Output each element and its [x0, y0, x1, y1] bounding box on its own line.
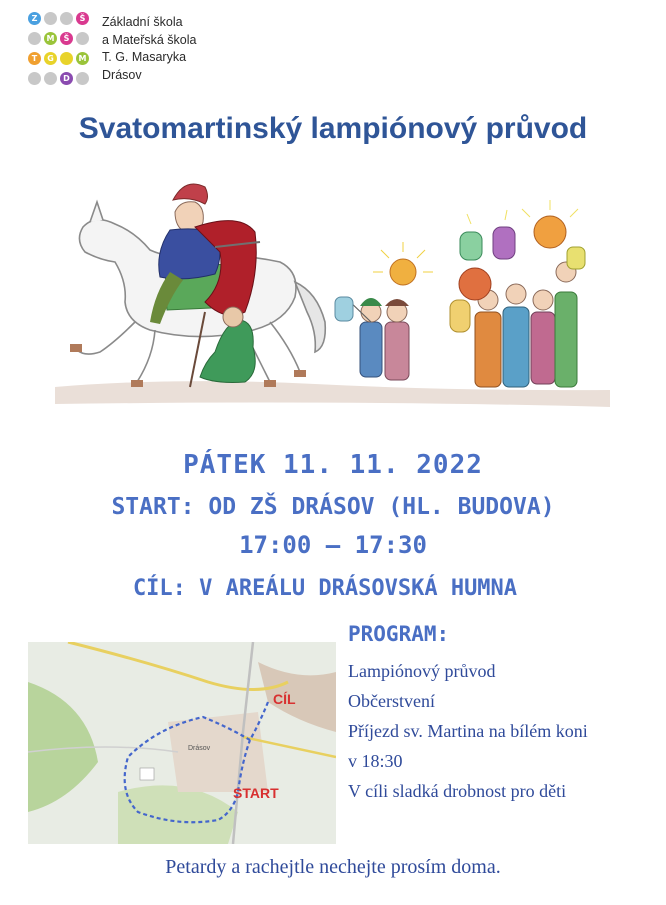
logo-dot	[76, 72, 89, 85]
program-item: v 18:30	[348, 751, 403, 771]
logo-dot	[76, 32, 89, 45]
map-marker	[140, 768, 154, 780]
program-item: Občerstvení	[348, 691, 435, 711]
logo-dot	[44, 72, 57, 85]
event-finish: CÍL: V AREÁLU DRÁSOVSKÁ HUMNA	[132, 576, 518, 601]
event-start: START: OD ZŠ DRÁSOV (HL. BUDOVA)	[111, 494, 555, 520]
logo-dot	[60, 12, 73, 25]
logo-dot-letter: Š	[60, 32, 73, 45]
logo-dot-letter: Š	[76, 12, 89, 25]
logo-dot	[28, 72, 41, 85]
logo-dot	[44, 12, 57, 25]
logo-dot-letter: M	[76, 52, 89, 65]
school-name-line: Základní škola	[102, 15, 183, 29]
logo-dot-letter: T	[28, 52, 41, 65]
school-logo	[28, 12, 228, 90]
logo-dot	[28, 32, 41, 45]
logo-dot-letter: G	[44, 52, 57, 65]
poster-title: Svatomartinský lampiónový průvod	[78, 112, 588, 145]
st-martin-illustration	[55, 172, 610, 434]
route-map	[28, 642, 336, 844]
logo-dot-letter: M	[44, 32, 57, 45]
event-time: 17:00 – 17:30	[239, 531, 427, 559]
school-name-line: Drásov	[102, 67, 142, 82]
children-left	[335, 242, 433, 380]
program-item: V cíli sladká drobnost pro děti	[348, 781, 567, 801]
school-name	[102, 14, 196, 84]
footer-note: Petardy a rachejtle nechejte prosím doma.	[165, 856, 501, 878]
event-date: PÁTEK 11. 11. 2022	[183, 450, 483, 480]
program-item: Příjezd sv. Martina na bílém koni	[348, 721, 588, 741]
map-start-label: START	[233, 785, 279, 801]
program-heading: PROGRAM:	[348, 622, 450, 646]
children-right	[450, 200, 585, 387]
map-town-label: Drásov	[188, 745, 211, 752]
school-name-line: a Mateřská škola	[102, 32, 197, 47]
logo-dots	[28, 12, 100, 90]
program-list	[348, 656, 588, 806]
school-name-line: T. G. Masaryka	[102, 50, 187, 64]
logo-dot-letter: Z	[28, 12, 41, 25]
logo-dot-letter: D	[60, 72, 73, 85]
map-finish-label: CÍL	[273, 691, 296, 707]
logo-dot	[60, 52, 73, 65]
program-item: Lampiónový průvod	[348, 661, 496, 681]
